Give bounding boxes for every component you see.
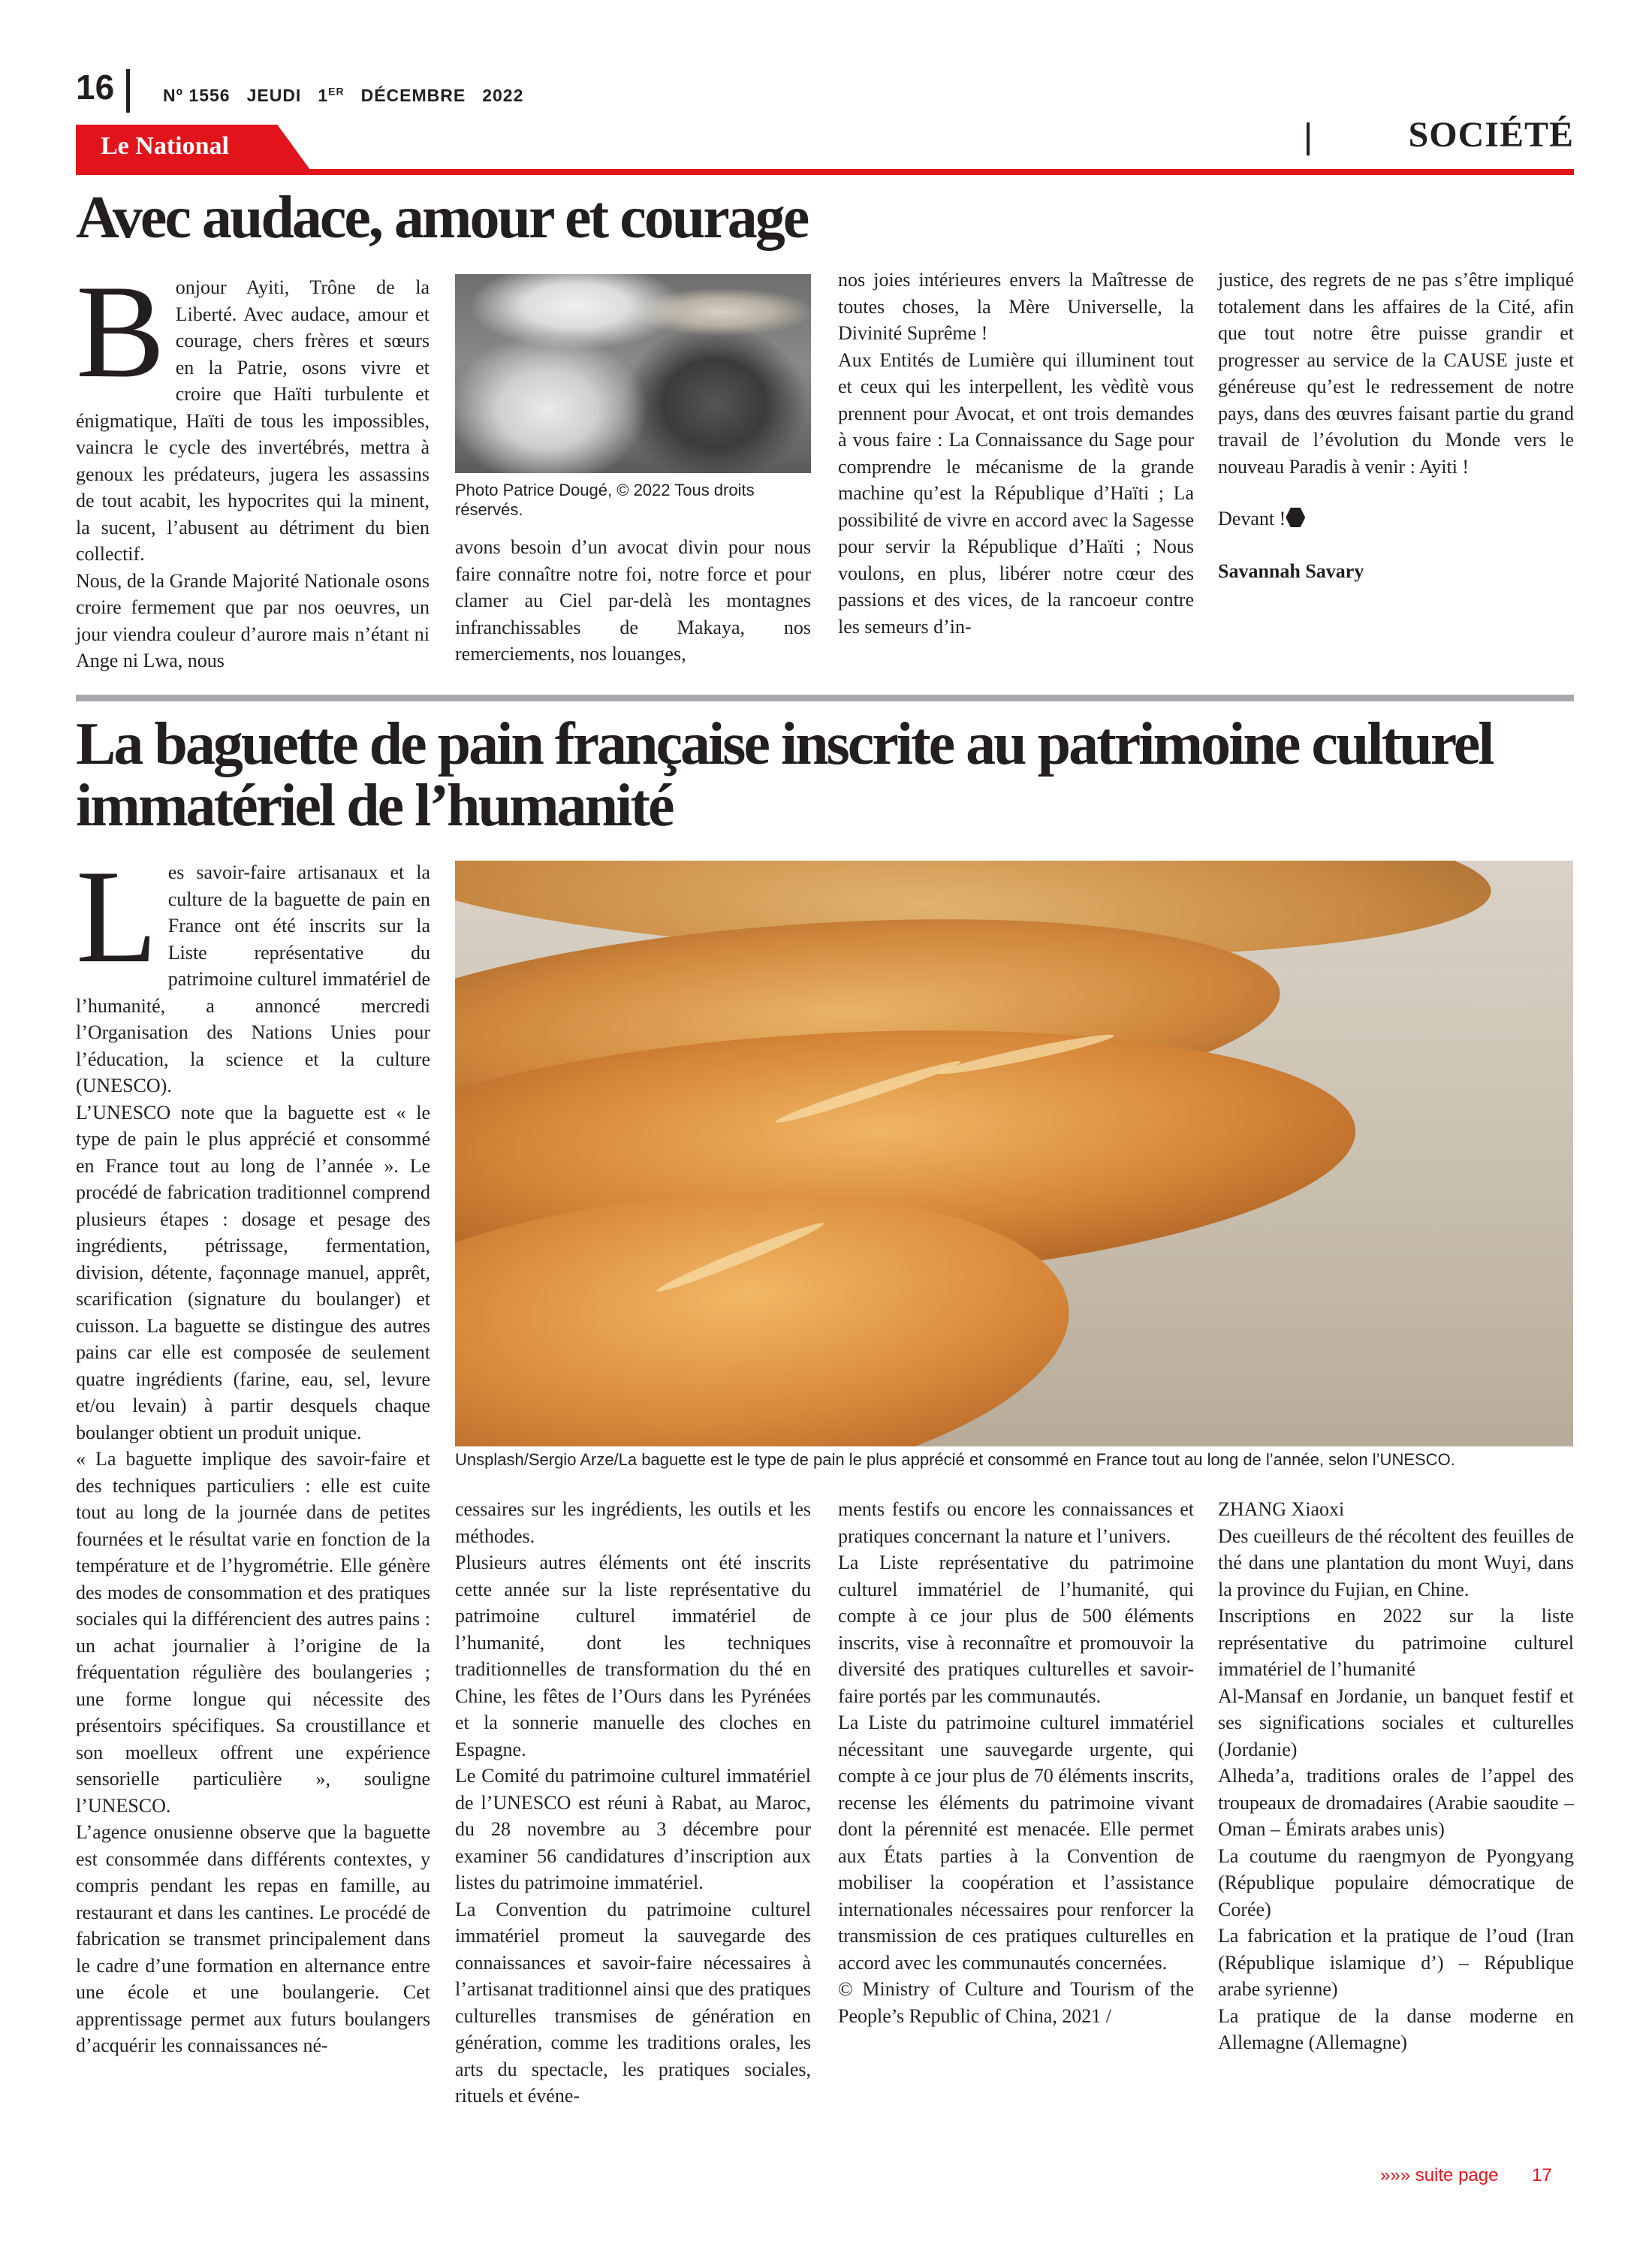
article2-paragraph: Le Comité du patrimoine culturel immatériel de l’UNESCO est réuni à Rabat, au Maroc, du 28 novembre au 3 décembre pour examiner 56 candidatures d’inscription aux listes du patrimoine immatériel. (455, 1765, 811, 1893)
drop-cap: L (76, 842, 158, 991)
baguette-photo (455, 861, 1573, 1446)
article2-paragraph: cessaires sur les ingrédients, les outils et les méthodes. (455, 1498, 811, 1547)
article2-paragraph: Inscriptions en 2022 sur la liste représentative du patrimoine culturel immatériel de l’humanité (1218, 1605, 1574, 1680)
issue-weekday: JEUDI (246, 85, 302, 105)
article1-headline: Avec audace, amour et courage (76, 185, 808, 251)
section-divider (1307, 122, 1310, 155)
article2-paragraph: © Ministry of Culture and Tourism of the People’s Republic of China, 2021 / (838, 1978, 1194, 2027)
article1-column-1 (76, 257, 430, 674)
article1-signoff: Devant ! (1218, 505, 1574, 532)
article2-headline: La baguette de pain française inscrite au patrimoine culturel immatériel de l’humanité (76, 711, 1493, 839)
article1-author: Savannah Savary (1218, 559, 1364, 582)
article1-column-3 (838, 267, 1194, 640)
article1-column-2 (455, 534, 811, 668)
page-number-divider (126, 69, 130, 113)
article2-paragraph: « La baguette implique des savoir-faire et des techniques particuliers : elle est cuite tout au long de la journée dans de petites fournées et le résultat varie en fonction de la température et de l’hygrométrie. Elle génère des modes de consommation et des pratiques sociales qui la différencient des autres pains : un achat journalier à l’origine de la fréquentation régulière des boulangeries ; une forme longue qui nécessite des présentoirs spécifiques. Sa croustillance et son moelleux offrent une expérience sensorielle particulière », souligne l’UNESCO. (76, 1448, 430, 1817)
article2-paragraph: La fabrication et la pratique de l’oud (Iran (République islamique d’) – République arabe syrienne) (1218, 1925, 1574, 2000)
article2-paragraph: L’agence onusienne observe que la baguette est consommée dans différents contextes, y compris pendant les repas en famille, au restaurant et dans les cantines. Le procédé de fabrication se transmet principalement dans le cadre d’une formation en alternance entre une école et une boulangerie. Cet apprentissage permet aux futurs boulangers d’acquérir les connaissances né- (76, 1821, 430, 2056)
continued-page-number[interactable]: 17 (1532, 2165, 1552, 2185)
article2-column-2 (455, 1496, 811, 2110)
brand-name: Le National (101, 132, 229, 160)
article2-column-1 (76, 842, 430, 2059)
article2-paragraph: Les savoir-faire artisanaux et la culture de la baguette de pain en France ont été inscrits sur la Liste représentative du patrimoine culturel immatériel de l’humanité, a annoncé mercredi l’Organisation des Nations Unies pour l’éducation, la science et la culture (UNESCO). (76, 842, 430, 1096)
article2-column-3 (838, 1496, 1194, 2029)
article2-paragraph: La Convention du patrimoine culturel immatériel promeut la sauvegarde des connaissances et savoir-faire nécessaires à l’artisanat traditionnel ainsi que des pratiques culturelles transmises de génération en génération, comme les traditions orales, les arts du spectacle, les pratiques sociales, rituels et événe- (455, 1898, 811, 2107)
article1-photo (455, 274, 811, 473)
issue-month: DÉCEMBRE (360, 85, 466, 105)
article1-photo-caption: Photo Patrice Dougé, © 2022 Tous droits réservés. (455, 481, 755, 519)
baguette-photo-caption: Unsplash/Sergio Arze/La baguette est le type de pain le plus apprécié et consommé en France tout au long de l’année, selon l’UNESCO. (455, 1450, 1455, 1469)
article2-paragraph: L’UNESCO note que la baguette est « le type de pain le plus apprécié et consommé en France tout au long de l’année ». Le procédé de fabrication traditionnel comprend plusieurs étapes : dosage et pesage des ingrédients, pétrissage, fermentation, division, détente, façonnage manuel, apprêt, scarification (signature du boulanger) et cuisson. La baguette se distingue des autres pains car elle est composée de seulement quatre ingrédients (farine, eau, sel, levure et/ou levain) à partir desquels chaque boulanger obtient un produit unique. (76, 1101, 430, 1443)
article2-column-4 (1218, 1496, 1574, 2056)
article2-paragraph: La pratique de la danse moderne en Allemagne (Allemagne) (1218, 2004, 1574, 2053)
issue-day: 1ER (318, 85, 345, 105)
article2-paragraph: Des cueilleurs de thé récoltent des feuilles de thé dans une plantation du mont Wuyi, dans la province du Fujian, en Chine. (1218, 1525, 1574, 1600)
article1-paragraph: Bonjour Ayiti, Trône de la Liberté. Avec audace, amour et courage, chers frères et sœurs en la Patrie, osons vivre et croire que Haïti turbulente et énigmatique, Haïti de tous les impossibles, vaincra le cycle des invertébrés, mettra à genoux les prédateurs, jugera les assassins de tout acabit, les hypocrites qui la minent, la sucent, l’abusent au détriment du bien collectif. (76, 257, 430, 565)
article2-paragraph: Plusieurs autres éléments ont été inscrits cette année sur la liste représentative du patrimoine culturel immatériel de l’humanité, dont les techniques traditionnelles de transformation du thé en Chine, les fêtes de l’Ours dans les Pyrénées et la sonnerie manuelle des cloches en Espagne. (455, 1552, 811, 1760)
article1-column-4 (1218, 267, 1574, 584)
article1-paragraph: nos joies intérieures envers la Maîtresse de toutes choses, la Mère Universelle, la Divinité Suprême ! (838, 269, 1194, 344)
page-number: 16 (76, 68, 115, 107)
article2-paragraph: La Liste du patrimoine culturel immatériel nécessitant une sauvegarde urgente, qui compte à ce jour plus de 70 éléments inscrits, recense les éléments du patrimoine vivant dont la pérennité est menacée. Elle permet aux États parties à la Convention de mobiliser la coopération et l’assistance internationales nécessaires pour renforcer la transmission de ces pratiques culturelles en accord avec les communautés concernées. (838, 1712, 1194, 1974)
header-rule (76, 169, 1574, 175)
article-divider (76, 695, 1574, 701)
article2-paragraph: ZHANG Xiaoxi (1218, 1498, 1345, 1520)
hexagon-end-mark-icon (1286, 508, 1305, 527)
issue-number: Nº 1556 (163, 85, 231, 105)
article2-paragraph: Al-Mansaf en Jordanie, un banquet festif et ses significations sociales et culturelles (Jordanie) (1218, 1684, 1574, 1760)
section-title: SOCIÉTÉ (1408, 115, 1574, 155)
continued-on-link[interactable]: »»» suite page (1380, 2165, 1499, 2185)
article1-paragraph: justice, des regrets de ne pas s’être impliqué totalement dans les affaires de la Cité, afin que tout notre être puisse grandir et progresser au service de la CAUSE juste et généreuse qu’est le redressement de notre pays, dans des œuvres faisant partie du grand travail de l’évolution du Monde vers le nouveau Paradis à venir : Ayiti ! (1218, 269, 1574, 478)
article1-paragraph: Nous, de la Grande Majorité Nationale osons croire fermement que par nos oeuvres, un jour viendra couleur d’aurore mais n’étant ni Ange ni Lwa, nous (76, 569, 430, 671)
article2-paragraph: La coutume du raengmyon de Pyongyang (République populaire démocratique de Corée) (1218, 1844, 1574, 1920)
drop-cap: B (76, 257, 165, 406)
article2-paragraph: ments festifs ou encore les connaissances et pratiques concernant la nature et l’univers. (838, 1498, 1194, 1547)
issue-year: 2022 (482, 85, 524, 105)
article2-paragraph: Alheda’a, traditions orales de l’appel des troupeaux de dromadaires (Arabie saoudite – Oman – Émirats arabes unis) (1218, 1765, 1574, 1840)
article1-paragraph: avons besoin d’un avocat divin pour nous faire connaître notre foi, notre force et pour clamer au Ciel par-delà les montagnes infranchissables de Makaya, nos remerciements, nos louanges, (455, 536, 811, 665)
article1-paragraph: Aux Entités de Lumière qui illuminent tout et ceux qui les interpellent, les vèdìtè vous prennent pour Avocat, et ont trois demandes à vous faire : La Connaissance du Sage pour comprendre le mécanisme de la grande machine qu’est la République d’Haïti ; La possibilité de vivre en accord avec la Sagesse pour servir la République d’Haïti ; Nous voulons, en plus, libérer notre cœur des passions et des vices, de la rancoeur contre les semeurs d’in- (838, 348, 1194, 638)
issue-dateline (163, 85, 540, 106)
article2-paragraph: La Liste représentative du patrimoine culturel immatériel de l’humanité, qui compte à ce jour plus de 500 éléments inscrits, vise à reconnaître et promouvoir la diversité des pratiques culturelles et savoir-faire portés par les communautés. (838, 1552, 1194, 1707)
